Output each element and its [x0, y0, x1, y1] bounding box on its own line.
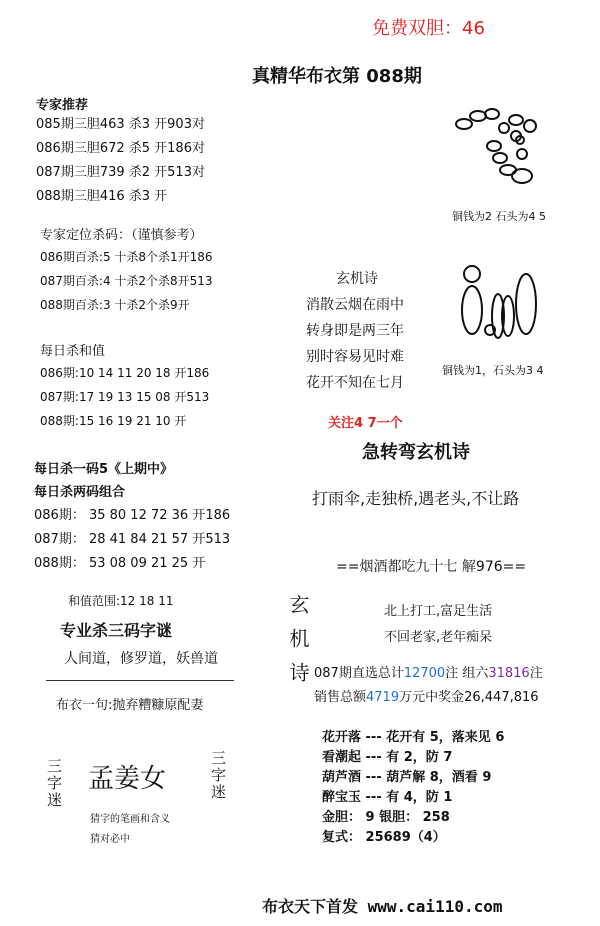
pick-line: 看潮起 --- 有 2，防 7	[322, 750, 453, 765]
xuanji-side-label: 玄机诗	[286, 594, 310, 696]
sum-kill-line: 088期:15 16 19 21 10 开	[40, 414, 187, 428]
riddle-side-label: 三字迷	[45, 758, 63, 809]
daily-kill-pair-heading: 每日杀两码组合	[34, 485, 126, 500]
gold-silver-picks: 金胆： 9 银胆： 258	[322, 810, 450, 825]
position-kill-line: 086期百杀:5 十杀8个杀1开186	[40, 250, 213, 264]
daily-kill-heading: 每日杀一码5《上期中》	[34, 462, 174, 477]
riddle-title: 专业杀三码字谜	[60, 621, 173, 640]
sales-label: 087期直选总计	[314, 666, 404, 681]
stones-image	[456, 260, 546, 344]
poem-title: 玄机诗	[336, 271, 378, 287]
compound-pick: 复式： 25689（4）	[322, 830, 446, 845]
group6-count: 31816	[488, 666, 530, 681]
daily-kill-line: 088期： 53 08 09 21 25 开	[34, 556, 206, 571]
xuanji-line: 北上打工,富足生活	[384, 604, 493, 619]
position-kill-line: 088期百杀:3 十杀2个杀9开	[40, 298, 190, 312]
poem-line: 花开不知在七月	[306, 375, 404, 391]
footer-site: 布衣天下首发 www.cai110.com	[262, 897, 503, 916]
sales-line-2	[314, 686, 539, 705]
direct-count: 12700	[403, 666, 446, 681]
pick-line: 醉宝玉 --- 有 4，防 1	[322, 790, 453, 805]
expert-line: 088期三胆416 杀3 开	[36, 189, 168, 204]
sum-kill-heading: 每日杀和值	[40, 344, 106, 359]
riddle-heading: 急转弯玄机诗	[362, 442, 470, 463]
xuanji-line: 不回老家,老年痴呆	[384, 630, 493, 645]
sum-kill-line: 087期:17 19 13 15 08 开513	[40, 390, 210, 404]
divider	[46, 680, 234, 681]
sales-line-1	[314, 662, 543, 681]
sum-range: 和值范围:12 18 11	[68, 594, 174, 608]
coins-stones-image	[446, 100, 566, 200]
daily-kill-line: 087期： 28 41 84 21 57 开513	[34, 532, 231, 547]
poem-line: 消散云烟在雨中	[306, 297, 404, 313]
poem-line: 别时容易见时难	[306, 349, 404, 365]
riddle-side-label: 三字迷	[209, 750, 227, 801]
expert-heading: 专家推荐	[36, 98, 89, 113]
sales-label: 注 组六	[445, 666, 489, 681]
sales-label: 万元中奖金26,447,816	[399, 690, 539, 705]
expert-line: 085期三胆463 杀3 开903对	[36, 117, 205, 132]
riddle-big-text: 孟姜女	[88, 764, 167, 794]
riddle-hint: 猜字的笔画和含义	[90, 814, 170, 825]
sales-label: 注	[529, 666, 543, 681]
riddle-phrase: 打雨伞,走独桥,遇老头,不让路	[312, 489, 520, 508]
buyi-saying: 布衣一句:抛弃糟糠原配妻	[56, 698, 204, 713]
image-caption: 铜钱为1，石头为3 4	[442, 364, 544, 377]
expert-line: 086期三胆672 杀5 开186对	[36, 141, 205, 156]
sales-total: 4719	[366, 690, 400, 705]
sales-label: 销售总额	[314, 690, 367, 705]
sum-kill-line: 086期:10 14 11 20 18 开186	[40, 366, 210, 380]
free-pair-banner: 免费双胆：46	[372, 18, 485, 39]
riddle-formula: ==烟酒都吃九十七 解976==	[336, 559, 527, 575]
position-kill-line: 087期百杀:4 十杀2个杀8开513	[40, 274, 213, 288]
follow-label: 关注4 7一个	[328, 416, 403, 431]
riddle-hint: 猜对必中	[90, 834, 130, 845]
poem-line: 转身即是两三年	[306, 323, 404, 339]
expert-line: 087期三胆739 杀2 开513对	[36, 165, 205, 180]
position-kill-heading: 专家定位杀码：（谨慎参考）	[40, 228, 203, 243]
pick-line: 葫芦酒 --- 葫芦解 8，酒看 9	[322, 770, 492, 785]
riddle-text: 人间道，修罗道，妖兽道	[64, 651, 218, 667]
image-caption: 铜钱为2 石头为4 5	[452, 210, 546, 223]
daily-kill-line: 086期： 35 80 12 72 36 开186	[34, 508, 231, 523]
page-title: 真精华布衣第 088期	[252, 66, 422, 87]
pick-line: 花开落 --- 花开有 5，落来见 6	[322, 730, 505, 745]
